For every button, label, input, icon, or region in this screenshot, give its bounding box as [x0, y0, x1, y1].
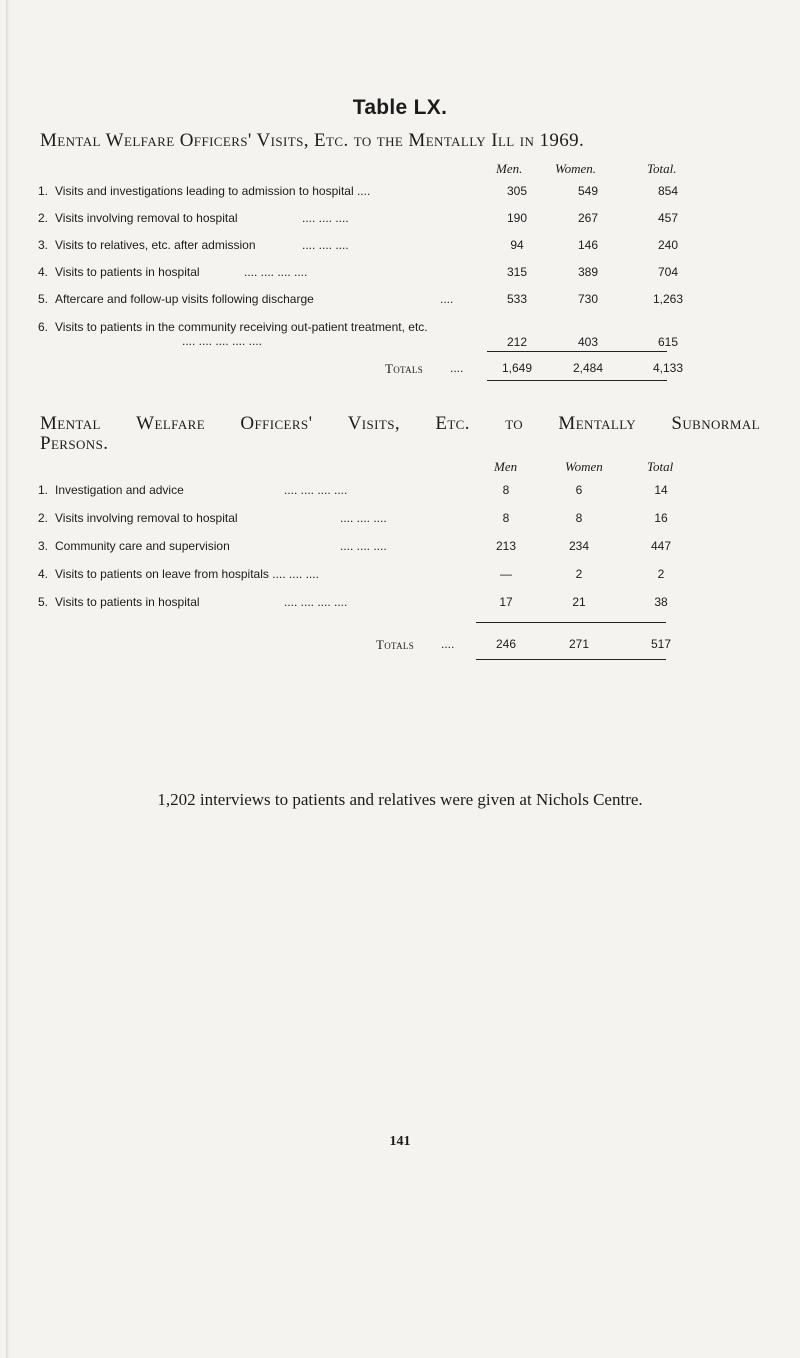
row-label: Visits and investigations leading to admission to hospital .... — [55, 184, 371, 198]
row-number: 1. — [38, 184, 49, 198]
section1-heading: Mental Welfare Officers' Visits, Etc. to the Mentally Ill in 1969. — [40, 130, 585, 151]
women-total: 2,484 — [572, 361, 604, 375]
total-value: 240 — [657, 238, 679, 252]
section2-heading-line1: Mental Welfare Officers' Visits, Etc. to Mentally Subnormal — [40, 413, 760, 434]
row-number: 4. — [38, 265, 49, 279]
men-value: 94 — [510, 238, 524, 252]
total-value: 854 — [657, 184, 679, 198]
women-value: 21 — [572, 595, 586, 609]
s2-col-women: Women — [565, 459, 603, 474]
row-label: Visits to relatives, etc. after admission — [55, 238, 256, 252]
men-value: 8 — [502, 511, 510, 525]
totals-label: Totals — [376, 637, 415, 652]
row-leader: .... .... .... — [340, 511, 387, 525]
row-leader: .... .... .... .... — [244, 265, 308, 279]
page-edge-shadow — [6, 0, 9, 1358]
row-number: 6. — [38, 320, 49, 334]
totals-leader: .... — [441, 637, 455, 651]
total-value: 615 — [657, 335, 679, 349]
total-value: 14 — [654, 483, 668, 497]
row-label: Visits involving removal to hospital — [55, 211, 238, 225]
women-value: 403 — [577, 335, 599, 349]
women-value: 730 — [577, 292, 599, 306]
men-value: 190 — [506, 211, 528, 225]
women-value: 267 — [577, 211, 599, 225]
women-value: 6 — [575, 483, 583, 497]
totals-label: Totals — [385, 361, 424, 376]
s1-col-women: Women. — [555, 161, 597, 176]
row-number: 5. — [38, 595, 49, 609]
row-label: Investigation and advice — [55, 483, 184, 497]
section2-heading — [40, 414, 760, 454]
men-value: 212 — [506, 335, 528, 349]
men-value: 213 — [495, 539, 517, 553]
total-value: 16 — [654, 511, 668, 525]
women-value: 146 — [577, 238, 599, 252]
s1-totals-bottom-rule — [487, 380, 667, 381]
row-leader: .... — [440, 292, 454, 306]
total-value: 2 — [657, 567, 665, 581]
women-value: 8 — [575, 511, 583, 525]
men-total: 1,649 — [501, 361, 533, 375]
section2-heading-line2: Persons. — [40, 433, 109, 454]
men-value: 17 — [499, 595, 513, 609]
row-leader: .... .... .... — [302, 211, 349, 225]
men-value: 8 — [502, 483, 510, 497]
row-number: 5. — [38, 292, 49, 306]
s1-col-total: Total. — [647, 161, 677, 176]
women-value: 389 — [577, 265, 599, 279]
row-number: 3. — [38, 238, 49, 252]
row-number: 2. — [38, 511, 49, 525]
totals-leader: .... — [450, 361, 464, 375]
row-label: Aftercare and follow-up visits following discharge — [55, 292, 314, 306]
s2-totals-top-rule — [476, 622, 666, 623]
total-value: 1,263 — [652, 292, 684, 306]
row-label: Visits to patients in hospital — [55, 595, 200, 609]
women-total: 271 — [568, 637, 590, 651]
row-number: 3. — [38, 539, 49, 553]
row-label: Visits to patients in hospital — [55, 265, 200, 279]
s2-col-total: Total — [647, 459, 674, 474]
men-value: 315 — [506, 265, 528, 279]
row-label: Community care and supervision — [55, 539, 230, 553]
row-leader: .... .... .... .... .... — [182, 334, 263, 348]
total-value: 447 — [650, 539, 672, 553]
men-value: 305 — [506, 184, 528, 198]
men-value: — — [500, 567, 512, 581]
men-value: 533 — [506, 292, 528, 306]
row-number: 2. — [38, 211, 49, 225]
grand-total: 4,133 — [652, 361, 684, 375]
men-total: 246 — [495, 637, 517, 651]
row-label: Visits to patients in the community receiving out-patient treatment, etc. — [55, 320, 428, 334]
row-leader: .... .... .... — [340, 539, 387, 553]
row-leader: .... .... .... — [302, 238, 349, 252]
total-value: 38 — [654, 595, 668, 609]
table-title: Table LX. — [352, 96, 448, 119]
row-leader: .... .... .... .... — [284, 595, 348, 609]
s2-totals-bottom-rule — [476, 659, 666, 660]
women-value: 549 — [577, 184, 599, 198]
s1-totals-top-rule — [487, 351, 667, 352]
row-number: 1. — [38, 483, 49, 497]
s2-col-men: Men — [494, 459, 518, 474]
s1-col-men: Men. — [496, 161, 523, 176]
row-label: Visits involving removal to hospital — [55, 511, 238, 525]
page-number: 141 — [389, 1134, 411, 1149]
grand-total: 517 — [650, 637, 672, 651]
row-leader: .... .... .... .... — [284, 483, 348, 497]
row-number: 4. — [38, 567, 49, 581]
footnote: 1,202 interviews to patients and relatives were given at Nichols Centre. — [157, 790, 643, 809]
women-value: 234 — [568, 539, 590, 553]
total-value: 704 — [657, 265, 679, 279]
total-value: 457 — [657, 211, 679, 225]
women-value: 2 — [575, 567, 583, 581]
row-label: Visits to patients on leave from hospitals .... .... .... — [55, 567, 319, 581]
